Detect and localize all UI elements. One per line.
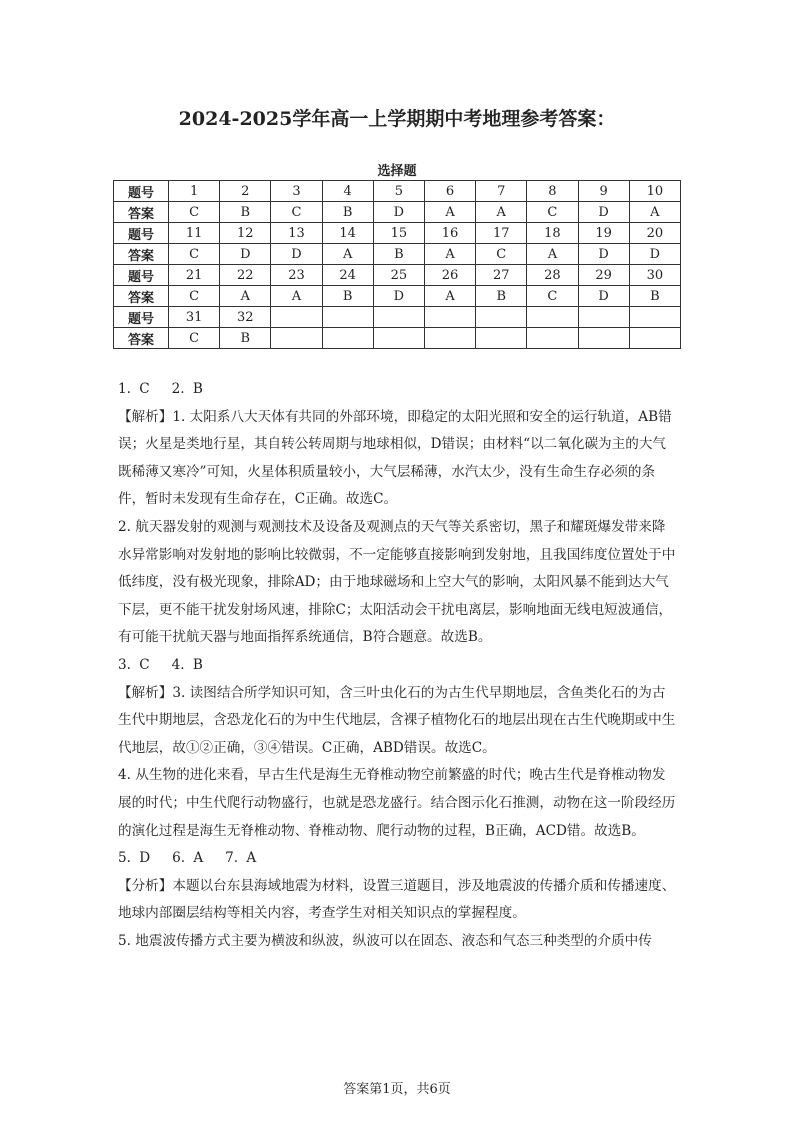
explanation-body	[118, 376, 678, 955]
table-row	[114, 307, 681, 328]
table-row	[114, 244, 681, 265]
table-cell: A	[322, 244, 373, 265]
paragraph: 5. 地震波传播方式主要为横波和纵波，纵波可以在固态、液态和气态三种类型的介质中传	[118, 932, 652, 949]
table-cell: 16	[424, 223, 475, 244]
paragraph: 4. 从生物的进化来看，早古生代是海生无脊椎动物空前繁盛的时代；晚古生代是脊椎动物发展的时代；中生代爬行动物盛行，也就是恐龙盛行。结合图示化石推测，动物在这一阶段经历的演化过程是海生无脊椎动物、脊椎动物、爬行动物的过程，B正确，ACD错。故选B。	[118, 767, 676, 839]
table-cell: B	[476, 286, 527, 307]
table-cell: C	[169, 286, 220, 307]
table-cell: D	[578, 244, 629, 265]
table-cell: B	[322, 286, 373, 307]
table-row	[114, 265, 681, 286]
page-footer: 答案第1页，共6页	[343, 1082, 451, 1097]
row-label: 答案	[114, 286, 169, 307]
table-cell	[629, 328, 680, 349]
table-cell: 4	[322, 181, 373, 202]
table-cell: 12	[220, 223, 271, 244]
table-cell: 23	[271, 265, 322, 286]
table-cell: D	[220, 244, 271, 265]
table-cell: D	[578, 202, 629, 223]
table-cell: A	[629, 202, 680, 223]
row-label: 题号	[114, 181, 169, 202]
table-cell: 15	[373, 223, 424, 244]
table-cell: C	[169, 244, 220, 265]
table-cell: C	[169, 328, 220, 349]
table-cell: 28	[527, 265, 578, 286]
table-cell: 11	[169, 223, 220, 244]
table-cell: 13	[271, 223, 322, 244]
table-cell: A	[476, 202, 527, 223]
table-cell: 29	[578, 265, 629, 286]
table-cell	[629, 307, 680, 328]
table-cell: 27	[476, 265, 527, 286]
paragraph: 【解析】3. 读图结合所学知识可知，含三叶虫化石的为古生代早期地层，含鱼类化石的为古生代中期地层，含恐龙化石的为中生代地层，含裸子植物化石的地层出现在古生代晚期或中生代地层，故①②正确，③④错误。C正确，ABD错误。故选C。	[118, 684, 676, 756]
table-cell: 18	[527, 223, 578, 244]
table-cell: A	[527, 244, 578, 265]
table-cell: B	[220, 202, 271, 223]
table-cell: B	[220, 328, 271, 349]
paragraph: 【分析】本题以台东县海域地震为材料，设置三道题目，涉及地震波的传播介质和传播速度、地球内部圈层结构等相关内容，考查学生对相关知识点的掌握程度。	[118, 877, 676, 922]
table-cell	[476, 328, 527, 349]
table-cell: C	[169, 202, 220, 223]
table-cell: C	[271, 202, 322, 223]
table-cell	[424, 307, 475, 328]
table-cell: A	[424, 286, 475, 307]
table-cell: C	[527, 286, 578, 307]
table-row	[114, 181, 681, 202]
table-cell: D	[271, 244, 322, 265]
table-cell: 30	[629, 265, 680, 286]
table-cell: 3	[271, 181, 322, 202]
table-cell	[373, 307, 424, 328]
row-label: 题号	[114, 265, 169, 286]
table-row	[114, 223, 681, 244]
answer-line: 1. C 2. B	[118, 381, 203, 397]
table-cell: 20	[629, 223, 680, 244]
row-label: 答案	[114, 328, 169, 349]
table-cell: 6	[424, 181, 475, 202]
row-label: 题号	[114, 307, 169, 328]
table-cell: D	[578, 286, 629, 307]
paragraph: 【解析】1. 太阳系八大天体有共同的外部环境，即稳定的太阳光照和安全的运行轨道，AB错误；火星是类地行星，其自转公转周期与地球相似，D错误；由材料“以二氧化碳为主的大气既稀薄又寒冷”可知，火星体积质量较小，大气层稀薄，水汽太少，没有生命生存必须的条件，暂时未发现有生命存在，C正确。故选C。	[118, 408, 672, 508]
table-cell	[527, 328, 578, 349]
table-cell: A	[424, 202, 475, 223]
table-cell: 22	[220, 265, 271, 286]
table-caption: 选择题	[377, 164, 417, 179]
table-cell	[322, 307, 373, 328]
table-cell	[373, 328, 424, 349]
table-cell: A	[220, 286, 271, 307]
table-cell: B	[629, 286, 680, 307]
table-cell: C	[527, 202, 578, 223]
table-cell: B	[373, 244, 424, 265]
table-cell	[527, 307, 578, 328]
table-cell: D	[629, 244, 680, 265]
table-cell: A	[271, 286, 322, 307]
table-cell: 26	[424, 265, 475, 286]
table-cell: D	[373, 202, 424, 223]
table-cell: 7	[476, 181, 527, 202]
table-cell: 32	[220, 307, 271, 328]
table-cell	[578, 328, 629, 349]
page-title: 2024-2025学年高一上学期期中考地理参考答案：	[178, 108, 616, 130]
table-cell: 10	[629, 181, 680, 202]
row-label: 答案	[114, 244, 169, 265]
table-cell: A	[424, 244, 475, 265]
table-cell	[476, 307, 527, 328]
row-label: 答案	[114, 202, 169, 223]
table-cell: 1	[169, 181, 220, 202]
table-cell: 31	[169, 307, 220, 328]
table-cell	[578, 307, 629, 328]
table-cell	[322, 328, 373, 349]
answer-line: 3. C 4. B	[118, 656, 203, 673]
table-row	[114, 328, 681, 349]
answer-table	[113, 180, 681, 349]
table-cell: 5	[373, 181, 424, 202]
row-label: 题号	[114, 223, 169, 244]
table-cell: 17	[476, 223, 527, 244]
table-cell	[424, 328, 475, 349]
table-cell	[271, 328, 322, 349]
table-cell: 9	[578, 181, 629, 202]
paragraph: 2. 航天器发射的观测与观测技术及设备及观测点的天气等关系密切，黑子和耀斑爆发带来降水异常影响对发射地的影响比较微弱，不一定能够直接影响到发射地，且我国纬度位置处于中低纬度，没有极光现象，排除AD；由于地球磁场和上空大气的影响，太阳风暴不能到达大气下层，更不能干扰发射场风速，排除C；太阳活动会干扰电离层，影响地面无线电短波通信，有可能干扰航天器与地面指挥系统通信，B符合题意。故选B。	[118, 518, 676, 646]
table-row	[114, 202, 681, 223]
table-cell: B	[322, 202, 373, 223]
table-cell: 19	[578, 223, 629, 244]
table-cell: C	[476, 244, 527, 265]
table-cell: 24	[322, 265, 373, 286]
table-cell: 2	[220, 181, 271, 202]
table-cell: 25	[373, 265, 424, 286]
answer-line: 5. D 6. A 7. A	[118, 850, 257, 867]
table-cell: 8	[527, 181, 578, 202]
table-cell: 14	[322, 223, 373, 244]
table-cell: D	[373, 286, 424, 307]
table-cell	[271, 307, 322, 328]
table-row	[114, 286, 681, 307]
table-cell: 21	[169, 265, 220, 286]
